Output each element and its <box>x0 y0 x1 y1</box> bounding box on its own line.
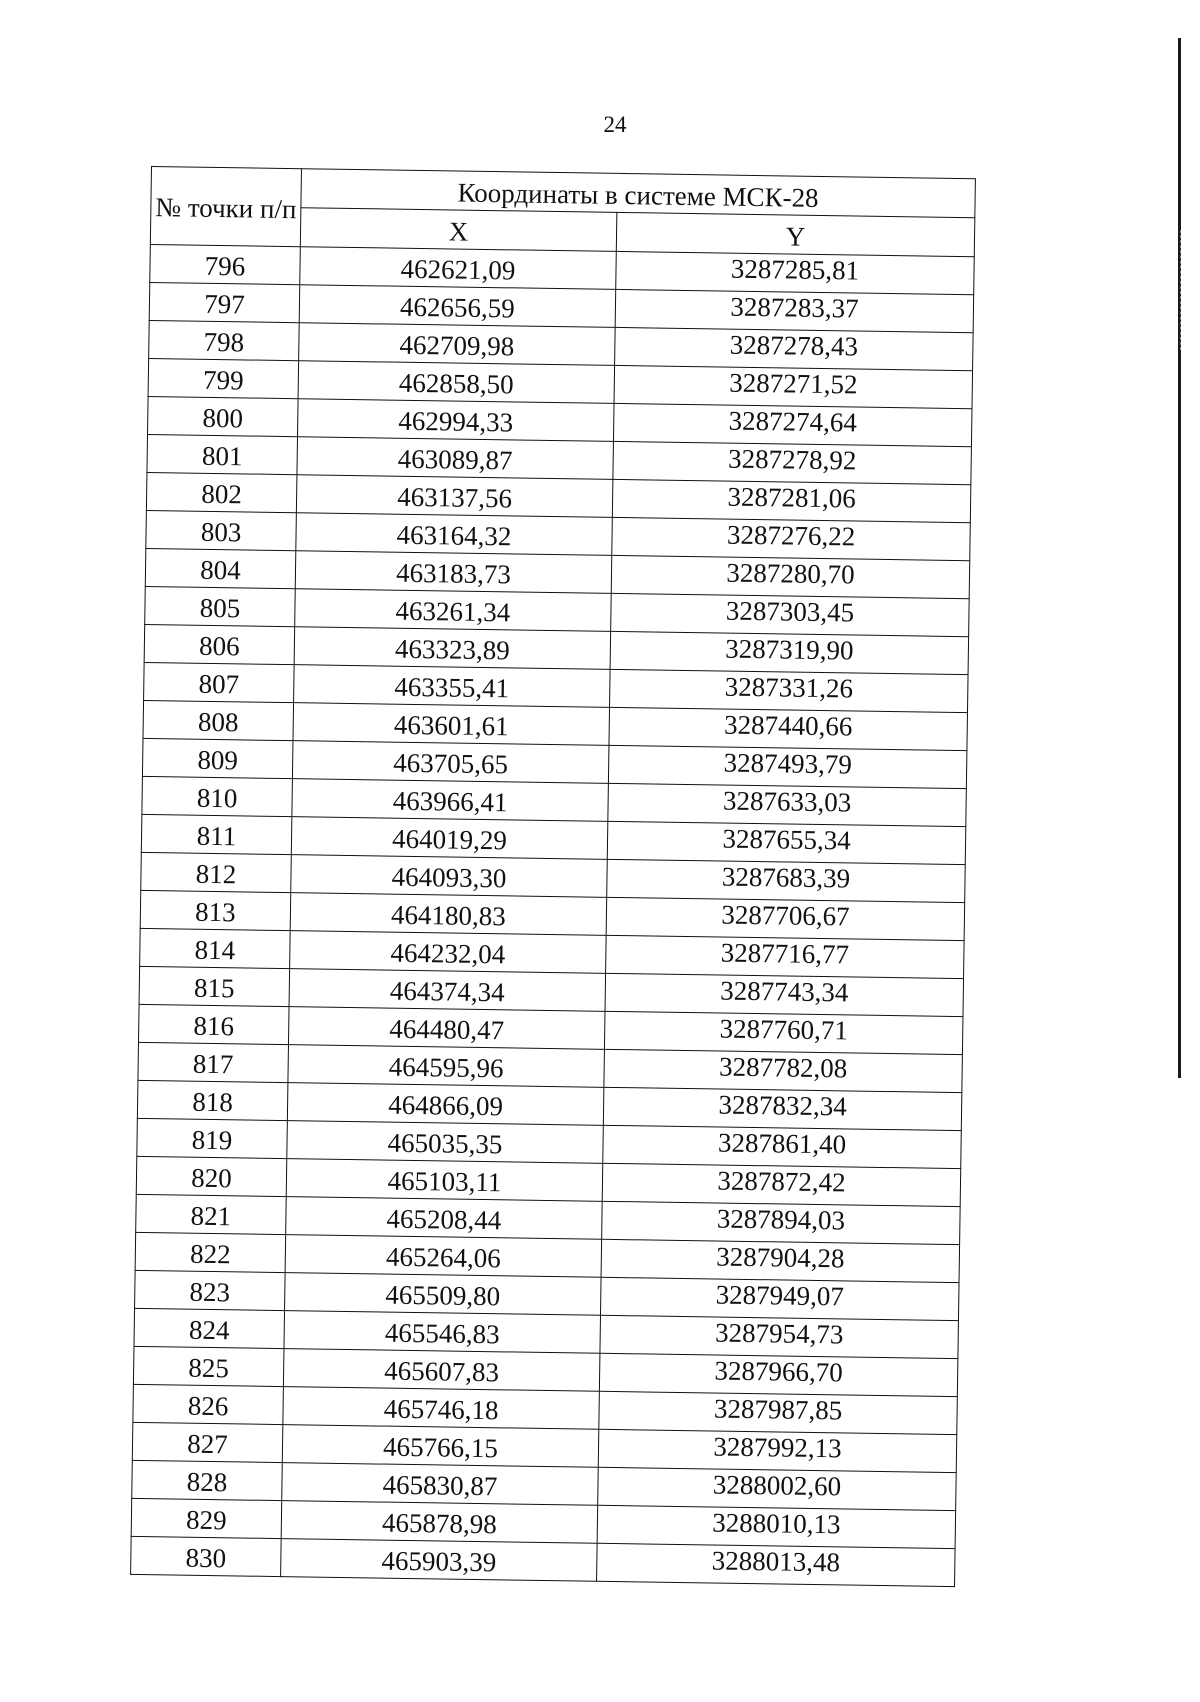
x-coordinate-cell-text: 465830,87 <box>382 1469 498 1502</box>
y-coordinate-cell-text: 3287278,43 <box>729 329 859 362</box>
y-coordinate-cell <box>610 669 969 712</box>
point-number-cell-text: 824 <box>188 1314 230 1346</box>
x-coordinate-cell <box>297 437 614 480</box>
x-coordinate-cell-text: 463323,89 <box>394 633 510 666</box>
point-number-cell-text: 815 <box>193 972 235 1004</box>
x-coordinate-cell <box>290 893 607 936</box>
point-number-cell-text: 822 <box>189 1238 231 1270</box>
coordinates-table <box>130 166 976 1587</box>
y-coordinate-cell <box>598 1467 957 1510</box>
point-number-cell-text: 806 <box>198 630 240 662</box>
y-coordinate-cell <box>616 251 975 294</box>
y-coordinate-cell <box>597 1543 956 1586</box>
y-coordinate-cell <box>597 1505 956 1548</box>
x-coordinate-cell <box>291 817 608 860</box>
point-number-cell-text: 808 <box>197 706 239 738</box>
point-number-cell <box>132 1422 283 1462</box>
point-number-cell-text: 803 <box>200 516 242 548</box>
x-coordinate-cell-text: 463183,73 <box>395 557 512 590</box>
y-coordinate-cell <box>605 973 964 1016</box>
table-body <box>131 244 975 1586</box>
y-coordinate-cell-text: 3287987,85 <box>713 1393 843 1426</box>
x-coordinate-cell-text: 463966,41 <box>392 785 508 818</box>
x-coordinate-cell <box>289 969 606 1012</box>
point-number-cell <box>140 928 291 968</box>
x-coordinate-cell-text: 465509,80 <box>385 1279 501 1312</box>
point-number-cell <box>145 548 296 588</box>
point-number-cell <box>136 1194 287 1234</box>
point-number-cell <box>131 1536 282 1576</box>
y-coordinate-cell <box>609 707 968 750</box>
y-coordinate-cell <box>615 289 974 332</box>
point-number-cell <box>150 244 301 284</box>
point-number-cell-text: 796 <box>204 250 246 282</box>
x-coordinate-cell <box>286 1197 603 1240</box>
x-coordinate-cell-text: 464480,47 <box>389 1013 505 1046</box>
y-coordinate-cell-text: 3287283,37 <box>730 291 859 324</box>
x-coordinate-cell-text: 463089,87 <box>397 443 513 476</box>
x-coordinate-cell <box>285 1235 602 1278</box>
y-coordinate-cell-text: 3287633,03 <box>722 785 852 818</box>
coordinates-header-text: Координаты в системе МСК-28 <box>457 177 819 213</box>
x-coordinate-cell <box>286 1159 603 1202</box>
point-number-cell <box>131 1498 282 1538</box>
point-number-cell-text: 826 <box>187 1390 229 1422</box>
x-coordinate-cell <box>288 1007 605 1050</box>
y-coordinate-cell-text: 3287331,26 <box>724 671 854 704</box>
y-coordinate-cell-text: 3287440,66 <box>723 709 853 742</box>
x-coordinate-cell-text: 464374,34 <box>389 975 505 1008</box>
point-number-cell <box>139 966 290 1006</box>
y-header <box>616 212 975 256</box>
point-number-cell <box>146 510 297 550</box>
y-coordinate-cell-text: 3287319,90 <box>725 633 854 666</box>
table-header <box>150 167 975 257</box>
point-number-cell <box>144 624 295 664</box>
x-coordinate-cell-text: 465208,44 <box>386 1203 502 1236</box>
y-coordinate-cell <box>603 1125 962 1168</box>
y-coordinate-cell-text: 3287683,39 <box>721 861 851 894</box>
point-number-cell-text: 809 <box>197 744 239 776</box>
x-coordinate-cell <box>281 1501 598 1544</box>
x-coordinate-cell <box>281 1539 598 1582</box>
point-number-cell-text: 825 <box>188 1352 230 1384</box>
x-coordinate-cell-text: 465607,83 <box>384 1355 500 1388</box>
y-coordinate-cell-text: 3287493,79 <box>723 747 853 780</box>
y-coordinate-cell <box>612 517 971 560</box>
point-number-cell <box>133 1346 284 1386</box>
y-coordinate-cell-text: 3287782,08 <box>718 1051 848 1084</box>
x-coordinate-cell-text: 464180,83 <box>390 899 507 932</box>
point-number-header <box>150 167 301 247</box>
x-coordinate-cell-text: 463164,32 <box>396 519 512 552</box>
x-coordinate-cell <box>292 779 609 822</box>
x-coordinate-cell <box>296 513 613 556</box>
x-coordinate-cell-text: 464019,29 <box>391 823 508 856</box>
x-coordinate-cell <box>300 247 617 290</box>
y-coordinate-cell <box>601 1239 960 1282</box>
y-coordinate-cell <box>599 1391 958 1434</box>
x-coordinate-cell-text: 465746,18 <box>383 1393 499 1426</box>
point-number-cell <box>132 1460 283 1500</box>
point-number-cell <box>134 1308 285 1348</box>
point-number-cell <box>137 1080 288 1120</box>
x-coordinate-cell-text: 463261,34 <box>395 595 511 628</box>
y-coordinate-cell-text: 3288010,13 <box>712 1507 841 1540</box>
point-number-cell-text: 800 <box>202 402 244 434</box>
y-coordinate-cell-text: 3287655,34 <box>722 823 851 856</box>
y-coordinate-cell-text: 3287949,07 <box>715 1279 845 1312</box>
y-coordinate-cell-text: 3287904,28 <box>716 1241 845 1274</box>
y-coordinate-cell-text: 3287278,92 <box>727 443 857 476</box>
x-coordinate-cell-text: 462656,59 <box>399 291 516 324</box>
point-number-cell <box>135 1270 286 1310</box>
point-number-cell <box>136 1156 287 1196</box>
x-coordinate-cell-text: 465035,35 <box>387 1127 503 1160</box>
y-coordinate-cell <box>607 859 966 902</box>
y-coordinate-cell <box>608 745 967 788</box>
point-number-cell-text: 802 <box>201 478 243 510</box>
point-number-cell-text: 827 <box>187 1428 229 1460</box>
y-coordinate-cell-text: 3287872,42 <box>717 1165 846 1198</box>
y-coordinate-cell-text: 3288002,60 <box>712 1469 842 1502</box>
y-coordinate-cell <box>606 897 965 940</box>
y-coordinate-cell-text: 3287954,73 <box>714 1317 844 1350</box>
y-coordinate-cell-text: 3287716,77 <box>720 937 850 970</box>
x-coordinate-cell <box>288 1045 605 1088</box>
x-coordinate-cell-text: 463601,61 <box>393 709 509 742</box>
point-number-cell <box>138 1004 289 1044</box>
y-coordinate-cell <box>608 783 967 826</box>
y-coordinate-cell <box>611 593 970 636</box>
x-coordinate-cell <box>292 741 609 784</box>
y-coordinate-cell-text: 3287760,71 <box>719 1013 849 1046</box>
x-coordinate-cell <box>282 1463 599 1506</box>
point-number-cell-text: 804 <box>200 554 241 586</box>
point-number-cell-text: 821 <box>190 1200 232 1232</box>
x-coordinate-cell <box>287 1121 604 1164</box>
x-coordinate-cell <box>291 855 608 898</box>
point-number-cell <box>149 282 300 322</box>
x-coordinate-cell-text: 465903,39 <box>381 1545 497 1578</box>
y-coordinate-cell <box>606 935 965 978</box>
point-number-cell <box>133 1384 284 1424</box>
point-number-cell-text: 798 <box>203 326 245 358</box>
y-coordinate-cell <box>613 441 972 484</box>
x-coordinate-cell <box>293 703 610 746</box>
x-coordinate-cell-text: 463355,41 <box>394 671 510 704</box>
y-coordinate-cell-text: 3287280,70 <box>726 557 855 590</box>
x-coordinate-cell <box>298 399 615 442</box>
point-number-cell-text: 799 <box>202 364 244 396</box>
point-number-cell <box>142 776 293 816</box>
x-coordinate-cell-text: 465103,11 <box>387 1165 502 1198</box>
y-coordinate-cell-text: 3288013,48 <box>711 1545 841 1578</box>
point-number-cell <box>135 1232 286 1272</box>
y-coordinate-cell <box>600 1315 959 1358</box>
point-number-cell-text: 820 <box>191 1162 232 1194</box>
x-coordinate-cell <box>294 665 611 708</box>
y-coordinate-cell <box>613 403 972 446</box>
y-coordinate-cell-text: 3287743,34 <box>719 975 849 1008</box>
point-number-cell-text: 829 <box>185 1504 227 1536</box>
point-number-cell <box>138 1042 289 1082</box>
x-coordinate-cell <box>287 1083 604 1126</box>
x-coordinate-cell <box>295 551 612 594</box>
point-number-cell <box>148 358 299 398</box>
x-coordinate-cell <box>296 475 613 518</box>
page-number: 24 <box>603 112 627 137</box>
point-number-cell <box>145 586 296 626</box>
point-number-header-text: № точки п/п <box>155 192 297 225</box>
y-coordinate-cell-text: 3287303,45 <box>725 595 855 628</box>
y-coordinate-cell <box>607 821 966 864</box>
x-coordinate-cell <box>283 1387 600 1430</box>
point-number-cell <box>141 814 292 854</box>
scan-edge-dots <box>1180 230 1182 350</box>
y-coordinate-cell <box>614 365 973 408</box>
x-coordinate-cell-text: 465264,06 <box>385 1241 501 1274</box>
point-number-cell <box>149 320 300 360</box>
point-number-cell-text: 797 <box>203 288 245 320</box>
point-number-cell-text: 819 <box>191 1124 233 1156</box>
y-coordinate-cell-text: 3287281,06 <box>727 481 856 514</box>
y-coordinate-cell-text: 3287861,40 <box>717 1127 847 1160</box>
x-coordinate-cell-text: 465878,98 <box>381 1507 497 1540</box>
x-coordinate-cell-text: 462994,33 <box>398 405 514 438</box>
y-coordinate-cell <box>600 1277 959 1320</box>
point-number-cell <box>137 1118 288 1158</box>
point-number-cell-text: 810 <box>196 782 238 814</box>
y-coordinate-cell <box>604 1049 963 1092</box>
point-number-cell-text: 805 <box>199 592 241 624</box>
point-number-cell <box>146 472 297 512</box>
point-number-cell-text: 816 <box>193 1010 235 1042</box>
point-number-cell-text: 814 <box>194 934 236 966</box>
y-coordinate-cell-text: 3287271,52 <box>729 367 858 400</box>
x-coordinate-cell-text: 464866,09 <box>388 1089 504 1122</box>
x-coordinate-cell-text: 462858,50 <box>398 367 514 400</box>
y-coordinate-cell <box>603 1087 962 1130</box>
y-coordinate-cell-text: 3287276,22 <box>726 519 856 552</box>
x-coordinate-cell-text: 464093,30 <box>391 861 507 894</box>
y-coordinate-cell <box>604 1011 963 1054</box>
y-coordinate-cell <box>611 555 970 598</box>
x-coordinate-cell-text: 462709,98 <box>399 329 515 362</box>
x-coordinate-cell <box>299 323 616 366</box>
x-coordinate-cell <box>284 1311 601 1354</box>
y-coordinate-cell <box>602 1201 961 1244</box>
point-number-cell <box>147 434 298 474</box>
point-number-cell-text: 830 <box>185 1542 227 1574</box>
x-coordinate-cell-text: 464232,04 <box>390 937 506 970</box>
point-number-cell-text: 807 <box>198 668 240 700</box>
point-number-cell-text: 828 <box>186 1466 228 1498</box>
point-number-cell-text: 813 <box>194 896 236 928</box>
x-header <box>300 208 617 252</box>
point-number-cell <box>142 738 293 778</box>
y-coordinate-cell <box>612 479 971 522</box>
header-row-top <box>151 167 975 218</box>
point-number-cell <box>141 852 292 892</box>
point-number-cell-text: 812 <box>195 858 237 890</box>
y-coordinate-cell-text: 3287832,34 <box>718 1089 847 1122</box>
point-number-cell-text: 823 <box>189 1276 231 1308</box>
y-coordinate-cell-text: 3287992,13 <box>713 1431 842 1464</box>
x-coordinate-cell <box>290 931 607 974</box>
point-number-cell-text: 817 <box>192 1048 234 1080</box>
point-number-cell <box>144 662 295 702</box>
y-coordinate-cell-text: 3287285,81 <box>730 253 860 286</box>
x-coordinate-cell-text: 463137,56 <box>397 481 513 514</box>
y-coordinate-cell <box>615 327 974 370</box>
y-coordinate-cell-text: 3287274,64 <box>728 405 858 438</box>
x-coordinate-cell <box>295 589 612 632</box>
x-header-text: X <box>448 216 469 247</box>
point-number-cell-text: 811 <box>196 820 237 852</box>
point-number-cell-text: 818 <box>192 1086 234 1118</box>
x-coordinate-cell <box>299 285 616 328</box>
point-number-cell <box>140 890 291 930</box>
point-number-cell <box>143 700 294 740</box>
x-coordinate-cell <box>285 1273 602 1316</box>
x-coordinate-cell-text: 462621,09 <box>400 253 516 286</box>
x-coordinate-cell-text: 465766,15 <box>382 1431 499 1464</box>
x-coordinate-cell <box>282 1425 599 1468</box>
x-coordinate-cell-text: 463705,65 <box>393 747 509 780</box>
y-coordinate-cell <box>610 631 969 674</box>
y-coordinate-cell-text: 3287966,70 <box>714 1355 844 1388</box>
point-number-cell-text: 801 <box>201 440 243 472</box>
y-coordinate-cell <box>602 1163 961 1206</box>
x-coordinate-cell-text: 464595,96 <box>388 1051 504 1084</box>
y-coordinate-cell-text: 3287706,67 <box>721 899 850 932</box>
x-coordinate-cell <box>283 1349 600 1392</box>
y-coordinate-cell <box>599 1353 958 1396</box>
x-coordinate-cell <box>294 627 611 670</box>
x-coordinate-cell <box>298 361 615 404</box>
x-coordinate-cell-text: 465546,83 <box>384 1317 500 1350</box>
y-header-text: Y <box>785 221 806 252</box>
scan-edge-line <box>1178 38 1181 1078</box>
y-coordinate-cell-text: 3287894,03 <box>716 1203 846 1236</box>
point-number-cell <box>148 396 299 436</box>
y-coordinate-cell <box>598 1429 957 1472</box>
